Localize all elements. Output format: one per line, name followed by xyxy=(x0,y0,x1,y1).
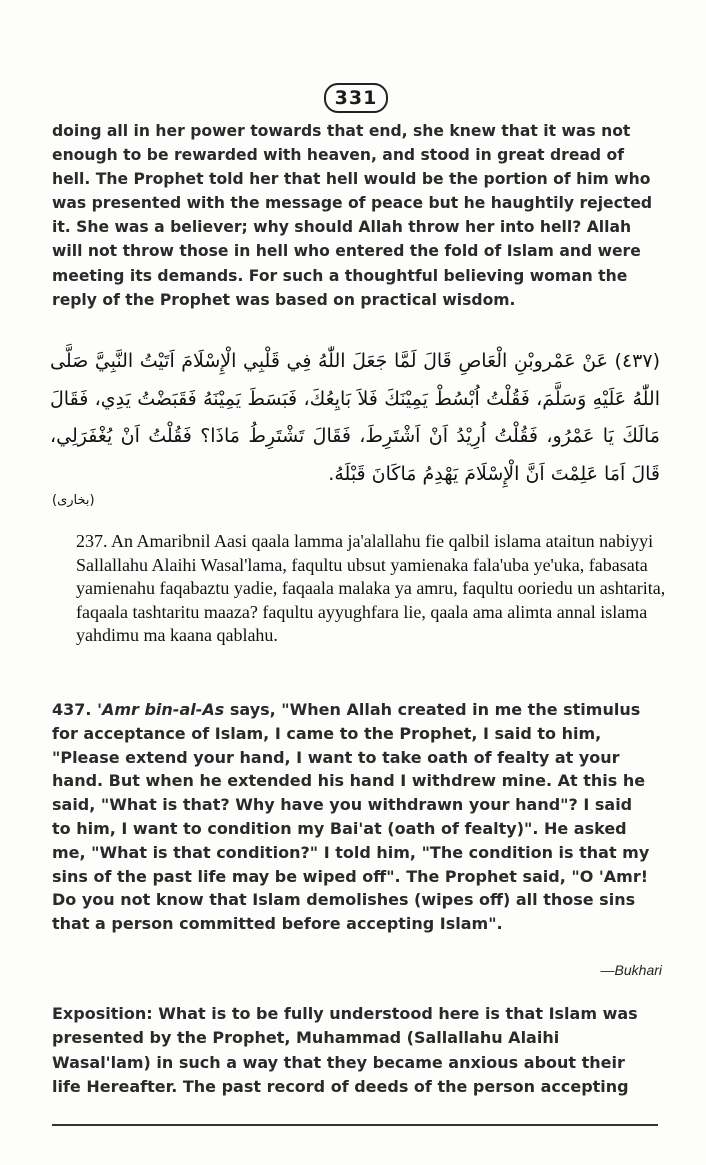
arabic-hadith-text: (٤٣٧) عَنْ عَمْروبْنِ الْعَاصِ قَالَ لَمَّا جَعَلَ اللّٰهُ فِي قَلْبِي الْإِسْلَامَ اَتَيْتُ النَّبِيَّ صَلَّى اللّٰهُ عَلَيْهِ وَسَلَّمَ، فَقُلْتُ اُبْسُطْ يَمِيْنَكَ فَلاَ بَايِعُكَ، فَبَسَطَ يَمِيْنَهُ فَقَبَضْتُ يَدِي، فَقَالَ مَالَكَ يَا عَمْرُو، فَقُلْتُ اُرِيْدُ اَنْ اَشْتَرِطَ، فَقَالَ تَشْتَرِطُ مَاذَا؟ فَقُلْتُ اَنْ يُغْفَرَلِي، قَالَ اَمَا عَلِمْتَ اَنَّ الْإِسْلَامَ يَهْدِمُ مَاكَانَ قَبْلَهُ. xyxy=(50,350,660,485)
page-number: 331 xyxy=(324,83,388,113)
exposition-paragraph: Exposition: What is to be fully understood here is that Islam was presented by the Prophet, Muhammad (Sallallahu Alaihi Wasal'lam) in such a way that they became anxious about their life Hereafter. The past record of deeds of the person accepting xyxy=(52,1004,638,1097)
bottom-rule xyxy=(52,1124,658,1126)
arabic-source-label: (بخاری) xyxy=(52,493,95,508)
transliteration-paragraph: 237. An Amaribnil Aasi qaala lamma ja'alallahu fie qalbil islama ataitun nabiyyi Sallallahu Alaihi Wasal'lama, faqultu ubsut yamienaka fala'uba ye'uka, fabasata yamienahu faqabaztu yadie, faqaala malaka ya amru, faqultu ooriedu un ashtarita, faqaala tashtaritu maaza? faqultu ayyughfara lie, qaala ama alimta annal islama yahdimu ma kaana qablahu. xyxy=(76,531,666,646)
hadith-number: 437. xyxy=(52,700,92,719)
hadith-text: says, "When Allah created in me the stimulus for acceptance of Islam, I came to the Prophet, I said to him, "Please extend your hand, I want to take oath of fealty at your hand. But when he extended his hand I withdrew mine. At this he said, "What is that? Why have you withdrawn your hand"? I said to him, I want to condition my Bai'at (oath of fealty)". He asked me, "What is that condition?" I told him, "The condition is that my sins of the past life may be wiped off". The Prophet said, "O 'Amr! Do you not know that Islam demolishes (wipes off) all those sins that a person committed before accepting Islam". xyxy=(52,700,650,934)
source-attribution: —Bukhari xyxy=(600,962,662,978)
hadith-translation xyxy=(52,698,656,936)
hadith-narrator: 'Amr bin-al-As xyxy=(97,700,225,719)
intro-paragraph: doing all in her power towards that end, she knew that it was not enough to be rewarded with heaven, and stood in great dread of hell. The Prophet told her that hell would be the portion of him who was presented with the message of peace but he haughtily rejected it. She was a believer; why should Allah throw her into hell? Allah will not throw those in hell who entered the fold of Islam and were meeting its demands. For such a thoughtful believing woman the reply of the Prophet was based on practical wisdom. xyxy=(52,122,653,309)
